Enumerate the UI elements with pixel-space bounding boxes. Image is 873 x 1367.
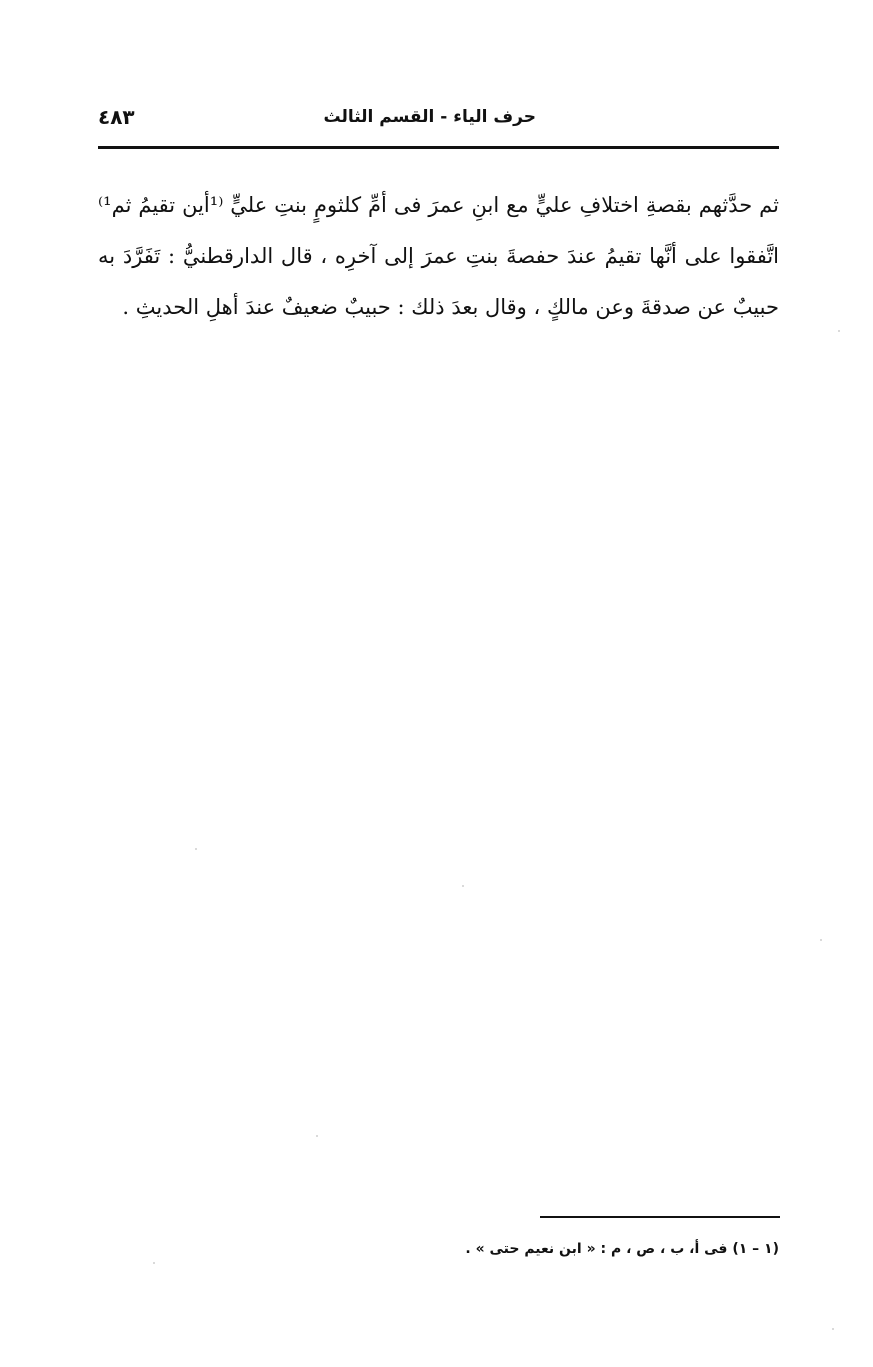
scan-speck <box>832 1328 834 1330</box>
page-header <box>98 102 779 142</box>
footnote: (١ – ١) فى أ، ب ، ص ، م : « ابن نعيم حتى » . <box>465 1241 779 1257</box>
scan-speck <box>820 939 822 941</box>
scan-speck <box>316 1135 318 1137</box>
header-rule <box>98 146 779 149</box>
page-number: ٤٨٣ <box>98 105 135 129</box>
scan-speck <box>195 848 197 850</box>
body-text <box>98 180 779 333</box>
scan-speck <box>462 885 464 887</box>
footnote-rule <box>540 1216 780 1218</box>
scan-speck <box>838 330 840 332</box>
scan-speck <box>153 1262 155 1264</box>
running-title: حرف الياء - القسم الثالث <box>323 107 536 127</box>
body-paragraph: ثم حدَّثهم بقصةِ اختلافِ عليٍّ مع ابنِ عمرَ فى أمِّ كلثومٍ بنتِ عليٍّ ⁽¹أين تقيمُ ثم¹⁾ اتَّفقوا على أنَّها تقيمُ عندَ حفصةَ بنتِ عمرَ إلى آخرِه ، قال الدارقطنيُّ : تَفَرَّدَ به حبيبٌ عن صدقةَ وعن مالكٍ ، وقال بعدَ ذلك : حبيبٌ ضعيفٌ عندَ أهلِ الحديثِ . <box>98 193 779 319</box>
